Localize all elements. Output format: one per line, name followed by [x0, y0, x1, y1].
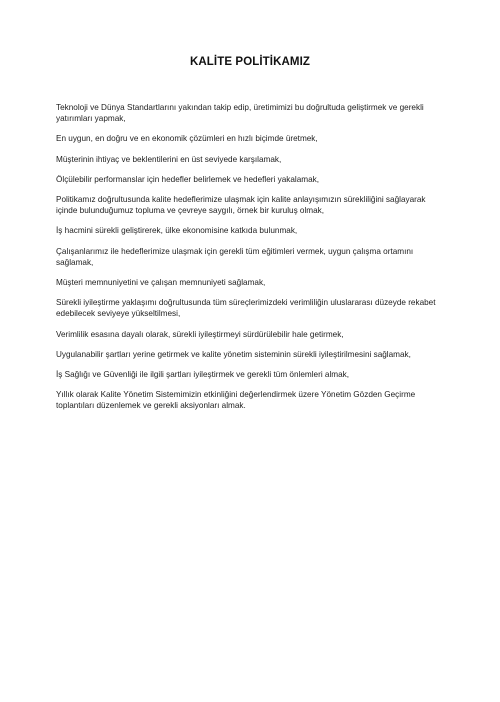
- page-title: KALİTE POLİTİKAMIZ: [190, 56, 310, 68]
- policy-item-1: Teknoloji ve Dünya Standartlarını yakından takip edip, üretimimizi bu doğrultuda geliştirmek ve gerekli yatırımları yapmak,: [56, 103, 424, 124]
- policy-item-6: İş hacmini sürekli geliştirerek, ülke ekonomisine katkıda bulunmak,: [56, 226, 298, 236]
- policy-item-13: Yıllık olarak Kalite Yönetim Sistemimizin etkinliğini değerlendirmek üzere Yönetim Gözden Geçirme toplantıları düzenlemek ve gerekli aksiyonları almak.: [56, 390, 416, 411]
- policy-item-10: Verimlilik esasına dayalı olarak, sürekli iyileştirmeyi sürdürülebilir hale getirmek,: [56, 329, 344, 339]
- policy-item-12: İş Sağlığı ve Güvenliği ile ilgili şartları iyileştirmek ve gerekli tüm önlemleri almak,: [56, 370, 350, 380]
- policy-item-7: Çalışanlarımız ile hedeflerimize ulaşmak için gerekli tüm eğitimleri vermek, uygun çalışma ortamını sağlamak,: [56, 246, 414, 267]
- policy-list: [56, 102, 448, 421]
- policy-item-2: En uygun, en doğru ve en ekonomik çözümleri en hızlı biçimde üretmek,: [56, 134, 318, 144]
- policy-item-5: Politikamız doğrultusunda kalite hedeflerimize ulaşmak için kalite anlayışımızın sürekliliğini sağlayarak içinde bulunduğumuz topluma ve çevreye saygılı, örnek bir kuruluş olmak,: [56, 195, 426, 216]
- policy-item-8: Müşteri memnuniyetini ve çalışan memnuniyeti sağlamak,: [56, 278, 266, 288]
- policy-item-4: Ölçülebilir performanslar için hedefler belirlemek ve hedefleri yakalamak,: [56, 174, 320, 184]
- policy-item-3: Müşterinin ihtiyaç ve beklentilerini en üst seviyede karşılamak,: [56, 154, 282, 164]
- policy-item-11: Uygulanabilir şartları yerine getirmek ve kalite yönetim sisteminin sürekli iyileştirilmesini sağlamak,: [56, 349, 411, 359]
- policy-item-9: Sürekli iyileştirme yaklaşımı doğrultusunda tüm süreçlerimizdeki verimliliğin uluslararası düzeyde rekabet edebilecek seviyeye yükseltilmesi,: [56, 298, 436, 319]
